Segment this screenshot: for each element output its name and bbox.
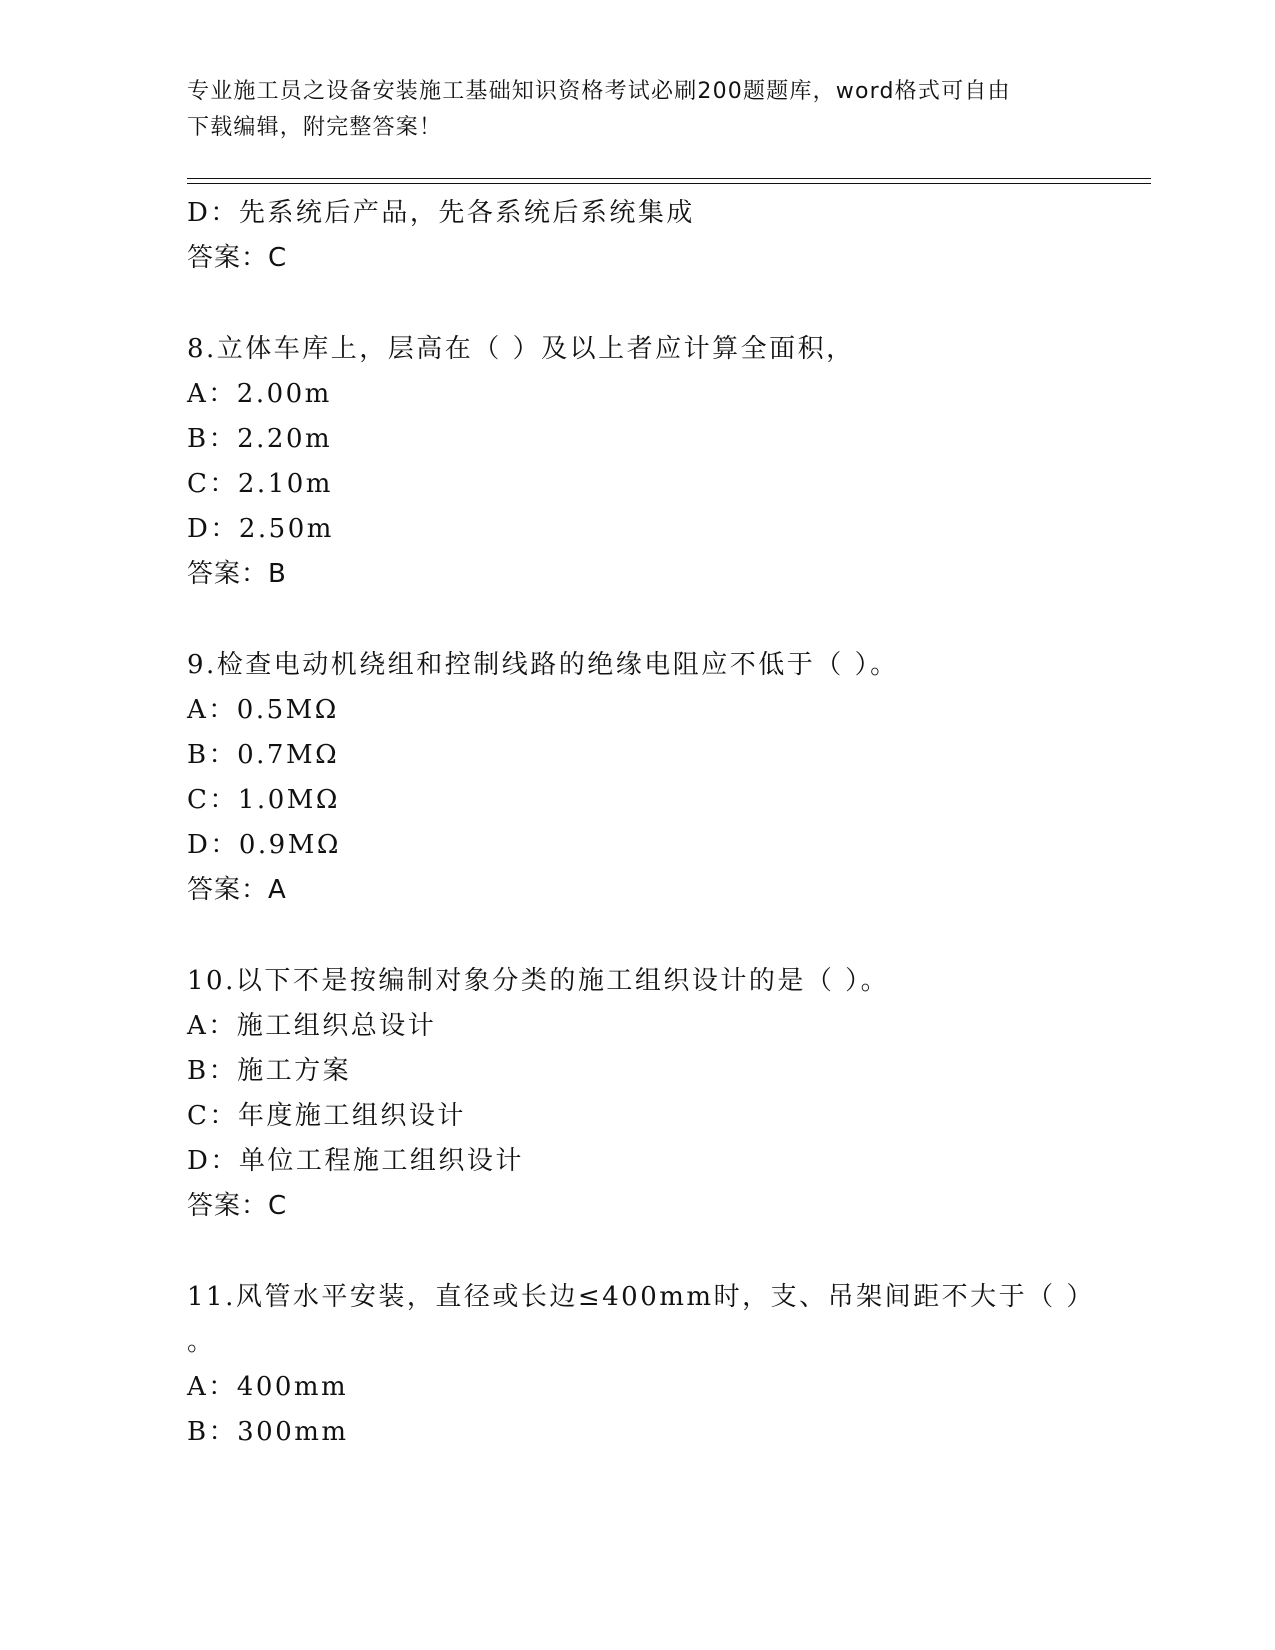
question-11-stem-line-1: 11.风管水平安装，直径或长边≤400mm时，支、吊架间距不大于（ ） [187, 1282, 1095, 1312]
question-10-answer: 答案：C [187, 1191, 288, 1221]
previous-question-answer: 答案：C [187, 243, 288, 273]
question-9 [187, 643, 1127, 913]
question-11 [187, 1275, 1127, 1455]
question-9-stem: 9.检查电动机绕组和控制线路的绝缘电阻应不低于（ ）。 [187, 650, 899, 680]
question-9-answer: 答案：A [187, 875, 287, 905]
question-8-option-a: A：2.00m [187, 379, 332, 409]
header-title-line-1: 专业施工员之设备安装施工基础知识资格考试必刷200题题库，word格式可自由 [187, 79, 1011, 104]
question-10-option-d: D：单位工程施工组织设计 [187, 1146, 524, 1176]
question-gap [187, 281, 1127, 327]
previous-question-option-d: D：先系统后产品，先各系统后系统集成 [187, 198, 695, 228]
question-list [187, 191, 1127, 1455]
header-divider-bottom [187, 183, 1151, 184]
question-9-option-b: B：0.7MΩ [187, 740, 340, 770]
question-9-option-d: D：0.9MΩ [187, 830, 341, 860]
question-11-stem-line-2: 。 [187, 1327, 216, 1357]
question-10-option-c: C：年度施工组织设计 [187, 1101, 466, 1131]
question-gap [187, 597, 1127, 643]
question-9-option-a: A：0.5MΩ [187, 695, 339, 725]
question-gap [187, 913, 1127, 959]
question-11-option-a: A：400mm [187, 1372, 349, 1402]
question-8-option-b: B：2.20m [187, 424, 333, 454]
question-8 [187, 327, 1127, 597]
question-11-option-b: B：300mm [187, 1417, 349, 1447]
header-title-line-2: 下载编辑，附完整答案！ [187, 115, 443, 140]
question-8-answer: 答案：B [187, 559, 287, 589]
question-10-option-b: B：施工方案 [187, 1056, 352, 1086]
question-10 [187, 959, 1127, 1229]
question-8-option-c: C：2.10m [187, 469, 333, 499]
question-10-option-a: A：施工组织总设计 [187, 1011, 437, 1041]
question-10-stem: 10.以下不是按编制对象分类的施工组织设计的是（ ）。 [187, 966, 890, 996]
document-header [187, 74, 1067, 146]
question-8-option-d: D：2.50m [187, 514, 334, 544]
question-gap [187, 1229, 1127, 1275]
question-9-option-c: C：1.0MΩ [187, 785, 340, 815]
header-divider-top [187, 178, 1151, 179]
question-8-stem: 8.立体车库上，层高在（ ）及以上者应计算全面积， [187, 334, 855, 364]
